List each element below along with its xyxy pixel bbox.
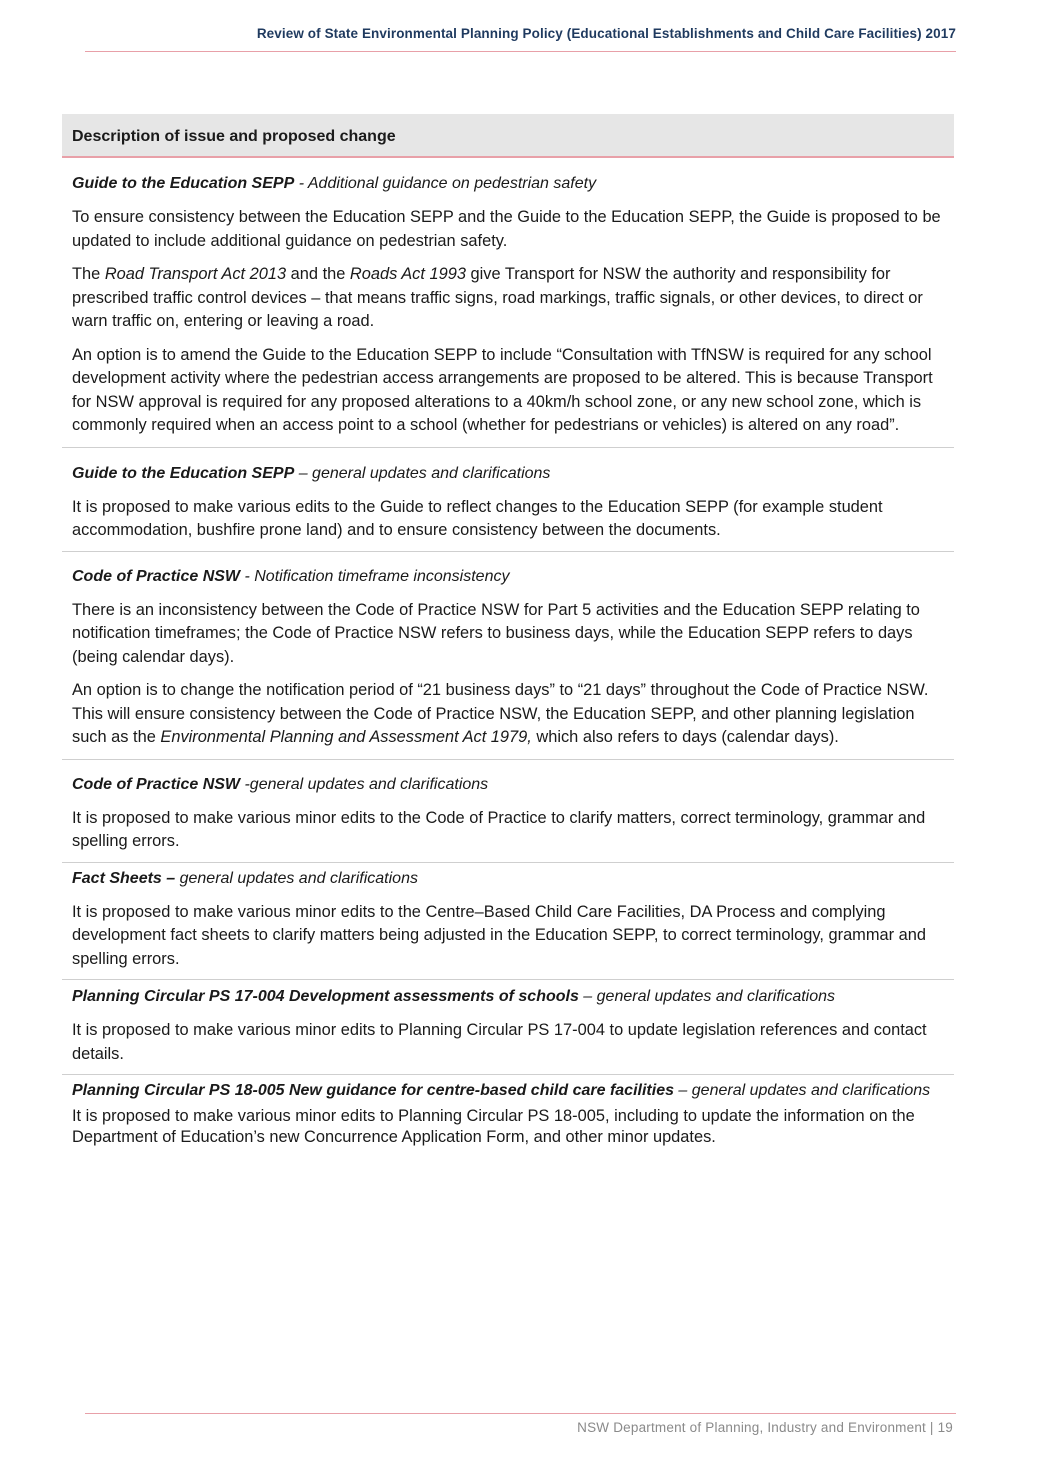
- section-code-general-updates: [62, 760, 954, 863]
- section-title-rest: – general updates and clarifications: [294, 464, 551, 482]
- section-title: [72, 1081, 944, 1101]
- section-title-rest: -general updates and clarifications: [240, 775, 489, 793]
- text-run: The: [72, 265, 105, 283]
- paragraph: To ensure consistency between the Education SEPP and the Guide to the Education SEPP, the Guide is proposed to be updated to include additional guidance on pedestrian safety.: [72, 208, 941, 250]
- section-fact-sheets: [62, 863, 954, 981]
- paragraph: It is proposed to make various minor edits to Planning Circular PS 18-005, including to update the information on the Department of Education’s new Concurrence Application Form, and other minor updates.: [72, 1107, 915, 1146]
- section-title-rest: - Additional guidance on pedestrian safety: [294, 175, 597, 192]
- section-title: [72, 174, 944, 194]
- paragraph: [72, 263, 944, 334]
- paragraph: It is proposed to make various minor edits to the Code of Practice to clarify matters, correct terminology, grammar and spelling errors.: [72, 808, 926, 850]
- text-run: which also refers to days (calendar days).: [531, 728, 839, 746]
- section-title-bold: Code of Practice NSW: [72, 567, 241, 585]
- act-name: Environmental Planning and Assessment Act 1979,: [160, 728, 532, 746]
- section-title-bold: Guide to the Education SEPP: [72, 464, 295, 482]
- section-guide-general-updates: [62, 448, 954, 552]
- section-title: [72, 987, 944, 1007]
- text-run: give Transport for NSW the authority and responsibility for prescribed traffic control devices – that means traffic signs, road markings, traffic signals, or other devices, to direct or warn traffic on, entering or leaving a road.: [72, 265, 923, 330]
- section-title-rest: - Notification timeframe inconsistency: [240, 567, 510, 585]
- paragraph: It is proposed to make various edits to the Guide to reflect changes to the Education SEPP (for example student accommodation, bushfire prone land) and to ensure consistency between the documents.: [72, 497, 883, 539]
- paragraph: It is proposed to make various minor edits to the Centre–Based Child Care Facilities, DA Process and complying development fact sheets to clarify matters being adjusted in the Education SEPP, to correct terminology, grammar and spelling errors.: [72, 902, 926, 968]
- section-title-bold: Code of Practice NSW: [72, 775, 241, 793]
- section-ps-17-004: [62, 980, 954, 1075]
- paragraph: It is proposed to make various minor edits to Planning Circular PS 17-004 to update legislation references and contact details.: [72, 1021, 927, 1063]
- section-title-rest: general updates and clarifications: [175, 869, 418, 887]
- header-divider: [85, 51, 956, 52]
- section-title-bold: Fact Sheets –: [72, 869, 176, 887]
- act-name: Road Transport Act 2013: [104, 265, 287, 283]
- section-title: [72, 869, 944, 889]
- issues-table: [62, 114, 954, 1156]
- paragraph: [72, 679, 944, 750]
- section-code-notification-timeframe: [62, 552, 954, 760]
- section-title: [72, 775, 944, 795]
- footer-divider: [85, 1413, 956, 1414]
- section-ps-18-005: [62, 1075, 954, 1156]
- section-title: [72, 464, 944, 484]
- table-heading: Description of issue and proposed change: [62, 114, 954, 158]
- section-title: [72, 567, 944, 587]
- section-title-bold: Guide to the Education SEPP: [72, 175, 295, 192]
- section-title-bold: Planning Circular PS 17-004 Development assessments of schools: [72, 988, 579, 1005]
- section-guide-pedestrian-safety: [62, 158, 954, 448]
- page-footer: NSW Department of Planning, Industry and Environment | 19: [577, 1420, 953, 1435]
- paragraph: There is an inconsistency between the Code of Practice NSW for Part 5 activities and the Education SEPP relating to notification timeframes; the Code of Practice NSW refers to business days, while the Education SEPP refers to days (being calendar days).: [72, 600, 920, 666]
- page-header: Review of State Environmental Planning Policy (Educational Establishments and Child Care Facilities) 2017: [256, 26, 956, 41]
- section-title-rest: – general updates and clarifications: [673, 1082, 931, 1099]
- text-run: and the: [286, 265, 350, 283]
- section-title-bold: Planning Circular PS 18-005 New guidance for centre-based child care facilities: [72, 1082, 674, 1099]
- paragraph: An option is to amend the Guide to the Education SEPP to include “Consultation with TfNSW is required for any school development activity where the pedestrian access arrangements are proposed to be altered. This is because Transport for NSW approval is required for any proposed alterations to a 40km/h school zone, or any new school zone, which is commonly required when an access point to a school (whether for pedestrians or vehicles) is altered on any road”.: [72, 345, 933, 434]
- section-title-rest: – general updates and clarifications: [578, 988, 836, 1005]
- text-run: An option is to change the notification period of “21 business days” to “21 days” throughout the Code of Practice NSW. This will ensure consistency between the Code of Practice NSW, the Education SEPP, and other planning legislation such as the: [72, 681, 929, 746]
- act-name: Roads Act 1993: [349, 265, 466, 283]
